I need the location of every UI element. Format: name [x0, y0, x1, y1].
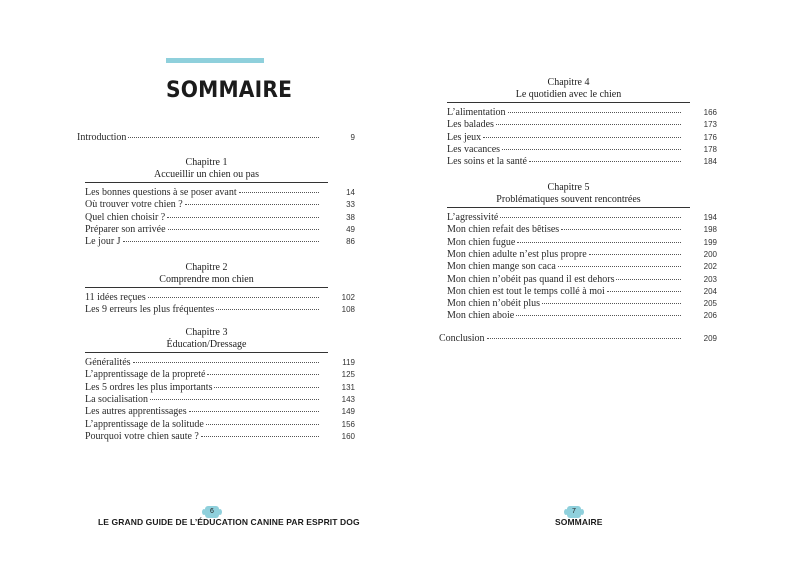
entry-label: L’alimentation — [447, 107, 506, 118]
leader-dots — [607, 291, 681, 292]
toc-entry — [85, 356, 355, 369]
leader-dots — [185, 204, 319, 205]
leader-dots — [483, 137, 681, 138]
toc-entry — [447, 106, 717, 119]
running-footer-title: LE GRAND GUIDE DE L’ÉDUCATION CANINE PAR ESPRIT DOG — [98, 517, 360, 527]
entry-page-number: 199 — [703, 237, 717, 247]
leader-dots — [502, 149, 681, 150]
entry-page-number: 38 — [346, 212, 355, 222]
leader-dots — [500, 217, 681, 218]
entry-page-number: 206 — [703, 311, 717, 321]
entry-page-number: 14 — [346, 188, 355, 197]
entry-page-number: 173 — [703, 120, 717, 130]
entry-label: 11 idées reçues — [85, 292, 146, 303]
entry-page-number: 102 — [341, 293, 355, 302]
entry-label: Mon chien mange son caca — [447, 261, 556, 273]
toc-entry — [85, 381, 355, 394]
chapter-number: Chapitre 2 — [185, 262, 228, 273]
entry-label: Introduction — [77, 132, 127, 143]
toc-entry — [447, 309, 717, 322]
toc-entry — [447, 248, 717, 261]
entry-label: Les soins et la santé — [447, 156, 527, 168]
entry-page-number: 204 — [703, 286, 717, 296]
entry-page-number: 166 — [703, 108, 717, 117]
toc-entry — [85, 198, 355, 211]
entry-label: Mon chien est tout le temps collé à moi — [447, 285, 605, 297]
toc-entry — [85, 291, 355, 304]
toc-entry — [447, 155, 717, 168]
entry-label: Les bonnes questions à se poser avant — [85, 187, 237, 198]
toc-entry — [85, 393, 355, 406]
entry-page-number: 205 — [703, 299, 717, 309]
entry-page-number: 209 — [703, 334, 717, 343]
page-number-badge: 7 — [567, 506, 581, 518]
right-page — [400, 0, 800, 563]
entry-page-number: 178 — [703, 144, 717, 154]
leader-dots — [542, 303, 681, 304]
toc-entry — [85, 418, 355, 431]
toc-entry — [85, 223, 355, 236]
entry-page-number: 198 — [703, 225, 717, 235]
toc-entry — [447, 131, 717, 144]
toc-entry — [447, 273, 717, 286]
entry-label: Mon chien aboie — [447, 310, 515, 322]
leader-dots — [487, 338, 681, 339]
entry-label: Les 9 erreurs les plus fréquentes — [85, 304, 215, 316]
chapter-title: Éducation/Dressage — [166, 339, 247, 350]
section-rule — [85, 182, 328, 183]
entry-page-number: 33 — [346, 200, 355, 210]
running-footer-section: SOMMAIRE — [555, 517, 603, 527]
entry-page-number: 156 — [341, 419, 355, 429]
entry-page-number: 200 — [703, 249, 717, 259]
section-rule — [85, 352, 328, 353]
entry-page-number: 149 — [341, 407, 355, 417]
leader-dots — [189, 411, 319, 412]
toc-entry-conclusion — [439, 332, 717, 345]
entry-label: Mon chien refait des bêtises — [447, 224, 560, 236]
entry-page-number: 203 — [703, 274, 717, 284]
toc-entry — [447, 285, 717, 298]
leader-dots — [508, 112, 681, 113]
title-accent-bar — [166, 58, 264, 63]
entry-label: L’agressivité — [447, 212, 499, 223]
chapter-title: Problématiques souvent rencontrées — [496, 194, 641, 205]
section-rule — [447, 207, 690, 208]
leader-dots — [517, 242, 681, 243]
toc-entry — [447, 297, 717, 310]
entry-label: Les balades — [447, 119, 494, 131]
entry-label: Généralités — [85, 357, 131, 368]
leader-dots — [201, 436, 319, 437]
entry-label: L’apprentissage de la propreté — [85, 369, 206, 381]
entry-page-number: 202 — [703, 262, 717, 272]
entry-label: La socialisation — [85, 393, 149, 405]
toc-entry — [447, 118, 717, 131]
entry-label: Les autres apprentissages — [85, 406, 187, 418]
entry-label: Les vacances — [447, 143, 501, 155]
entry-page-number: 86 — [346, 237, 355, 247]
leader-dots — [496, 124, 681, 125]
entry-label: Mon chien n’obéit pas quand il est dehors — [447, 273, 615, 285]
leader-dots — [561, 229, 681, 230]
toc-entry — [85, 211, 355, 224]
leader-dots — [133, 362, 319, 363]
entry-label: Mon chien fugue — [447, 236, 516, 248]
toc-entry — [85, 368, 355, 381]
leader-dots — [589, 254, 681, 255]
leader-dots — [239, 192, 319, 193]
leader-dots — [516, 315, 681, 316]
leader-dots — [206, 424, 319, 425]
chapter-number: Chapitre 1 — [185, 157, 228, 168]
toc-entry — [447, 260, 717, 273]
toc-entry — [85, 405, 355, 418]
entry-page-number: 9 — [350, 133, 355, 142]
entry-label: Quel chien choisir ? — [85, 211, 166, 223]
chapter-title: Le quotidien avec le chien — [515, 89, 622, 100]
entry-label: Les jeux — [447, 131, 482, 143]
section-rule — [447, 102, 690, 103]
entry-page-number: 176 — [703, 132, 717, 142]
leader-dots — [150, 399, 319, 400]
leader-dots — [529, 161, 681, 162]
leader-dots — [148, 297, 319, 298]
entry-page-number: 108 — [341, 305, 355, 315]
toc-entry — [447, 236, 717, 249]
toc-entry — [85, 303, 355, 316]
leader-dots — [167, 217, 319, 218]
chapter-number: Chapitre 3 — [185, 327, 228, 338]
entry-page-number: 143 — [341, 394, 355, 404]
chapter-title: Accueillir un chien ou pas — [154, 169, 259, 180]
entry-label: Le jour J — [85, 236, 121, 248]
entry-label: Mon chien adulte n’est plus propre — [447, 248, 587, 260]
leader-dots — [207, 374, 319, 375]
entry-page-number: 49 — [346, 224, 355, 234]
toc-entry — [85, 186, 355, 199]
entry-label: Préparer son arrivée — [85, 223, 166, 235]
toc-entry — [85, 235, 355, 248]
toc-entry-introduction — [77, 131, 355, 144]
leader-dots — [558, 266, 681, 267]
chapter-title: Comprendre mon chien — [159, 274, 254, 285]
entry-label: Pourquoi votre chien saute ? — [85, 430, 199, 442]
entry-label: L’apprentissage de la solitude — [85, 418, 204, 430]
leader-dots — [216, 309, 319, 310]
entry-label: Conclusion — [439, 333, 485, 344]
section-rule — [85, 287, 328, 288]
toc-entry — [85, 430, 355, 443]
toc-entry — [447, 143, 717, 156]
page-title: SOMMAIRE — [166, 78, 293, 103]
entry-page-number: 184 — [703, 157, 717, 167]
leader-dots — [123, 241, 319, 242]
toc-entry — [447, 223, 717, 236]
entry-page-number: 160 — [341, 431, 355, 441]
chapter-number: Chapitre 4 — [547, 77, 590, 88]
leader-dots — [168, 229, 319, 230]
chapter-number: Chapitre 5 — [547, 182, 590, 193]
entry-label: Mon chien n’obéit plus — [447, 298, 541, 310]
entry-label: Où trouver votre chien ? — [85, 199, 183, 211]
entry-page-number: 131 — [341, 382, 355, 392]
page-number-badge: 6 — [205, 506, 219, 518]
entry-page-number: 119 — [342, 358, 355, 367]
entry-page-number: 194 — [703, 213, 717, 222]
leader-dots — [616, 279, 681, 280]
entry-page-number: 125 — [341, 370, 355, 380]
entry-label: Les 5 ordres les plus importants — [85, 381, 213, 393]
toc-entry — [447, 211, 717, 224]
leader-dots — [214, 387, 319, 388]
leader-dots — [128, 137, 319, 138]
